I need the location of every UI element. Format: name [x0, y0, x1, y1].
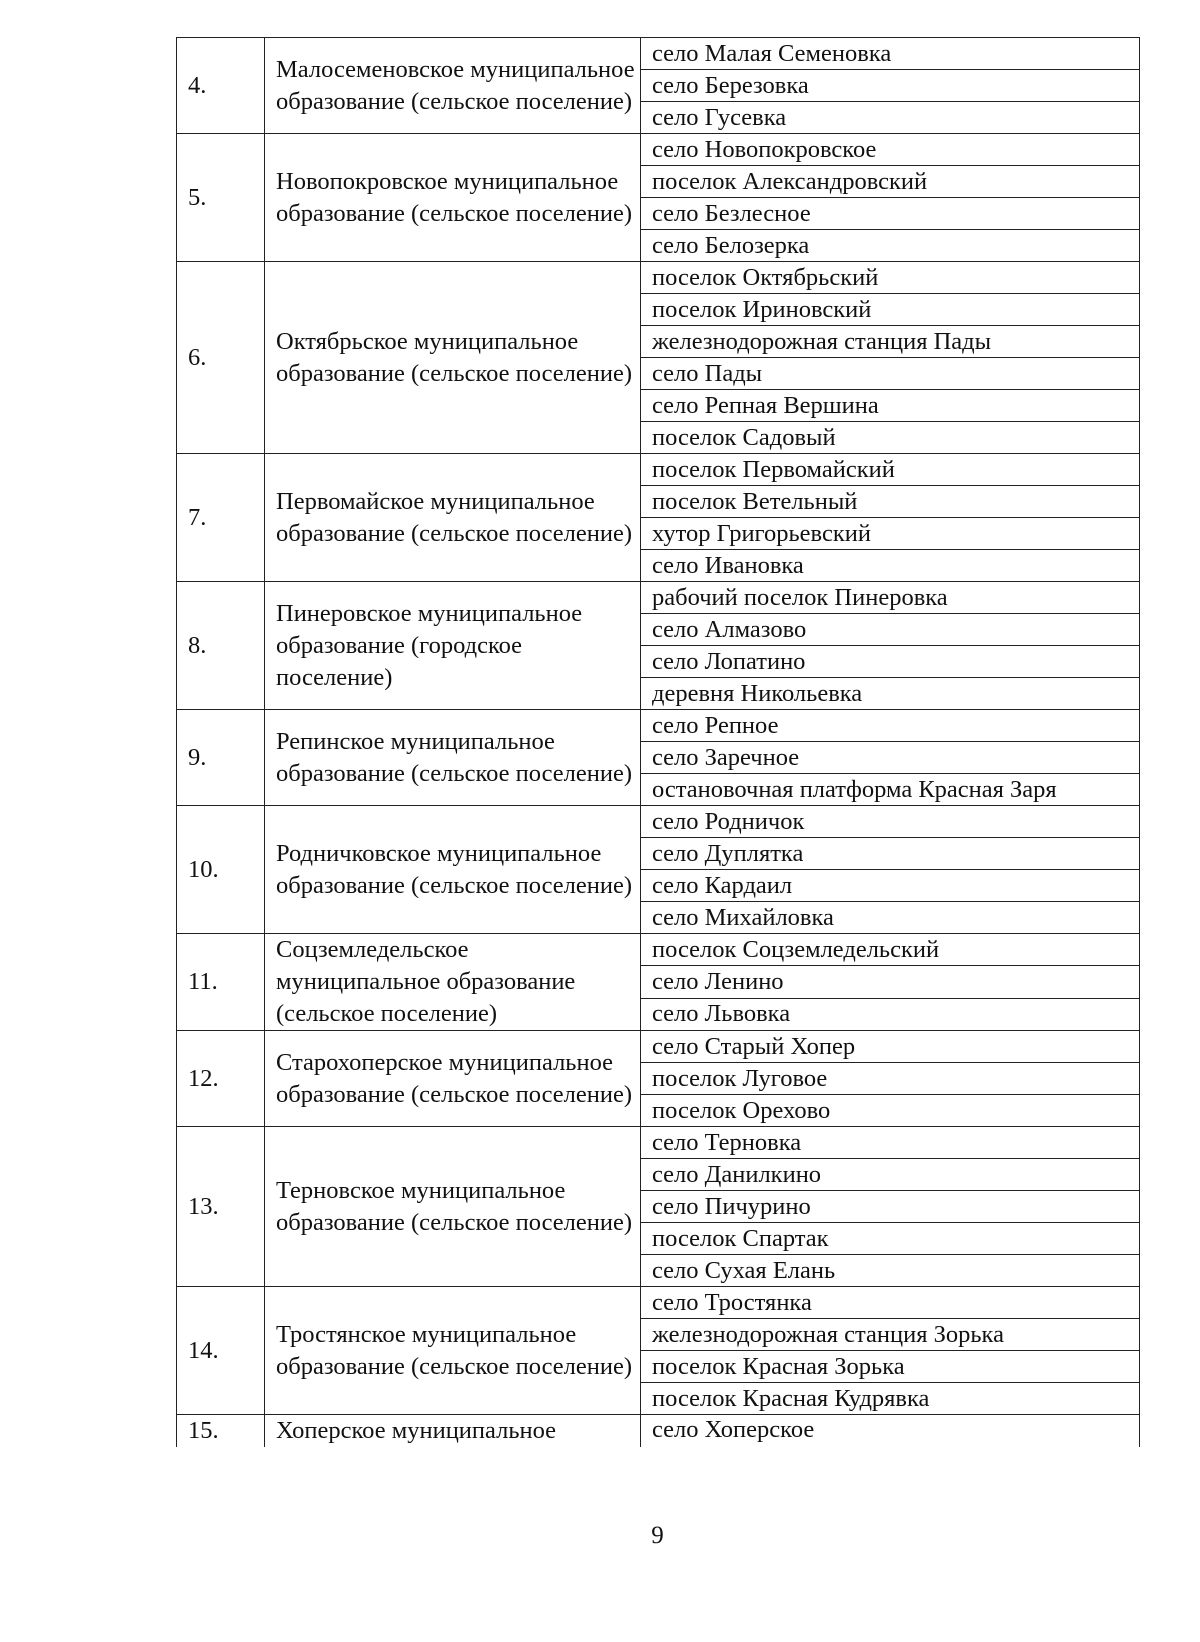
settlement-name: поселок Красная Кудрявка [641, 1383, 1140, 1415]
settlement-name: село Лопатино [641, 646, 1140, 678]
row-number: 9. [177, 710, 265, 806]
settlement-name: поселок Спартак [641, 1223, 1140, 1255]
table-row [177, 582, 1140, 614]
settlement-name: село Терновка [641, 1127, 1140, 1159]
row-number: 10. [177, 806, 265, 934]
row-number: 4. [177, 38, 265, 134]
municipality-name: Октябрьское муниципальное образование (сельское поселение) [265, 262, 641, 454]
row-number: 11. [177, 934, 265, 1031]
settlement-name: село Ивановка [641, 550, 1140, 582]
settlement-name: поселок Первомайский [641, 454, 1140, 486]
settlement-name: железнодорожная станция Пады [641, 326, 1140, 358]
settlement-name: поселок Красная Зорька [641, 1351, 1140, 1383]
settlement-name: село Родничок [641, 806, 1140, 838]
settlement-name: поселок Садовый [641, 422, 1140, 454]
row-number: 8. [177, 582, 265, 710]
table-body [177, 38, 1140, 1448]
settlement-name: деревня Никольевка [641, 678, 1140, 710]
settlement-name: поселок Орехово [641, 1095, 1140, 1127]
row-number: 6. [177, 262, 265, 454]
municipalities-table [176, 37, 1140, 1447]
settlement-name: село Белозерка [641, 230, 1140, 262]
settlement-name: село Заречное [641, 742, 1140, 774]
table-row [177, 262, 1140, 294]
settlement-name: поселок Октябрьский [641, 262, 1140, 294]
municipality-name: Малосеменовское муниципальное образование (сельское поселение) [265, 38, 641, 134]
settlement-name: село Безлесное [641, 198, 1140, 230]
municipality-name: Терновское муниципальное образование (сельское поселение) [265, 1127, 641, 1287]
municipality-name: Пинеровское муниципальное образование (городское поселение) [265, 582, 641, 710]
table-row [177, 710, 1140, 742]
settlement-name: село Михайловка [641, 902, 1140, 934]
table-row [177, 454, 1140, 486]
municipality-name: Хоперское муниципальное [265, 1415, 641, 1448]
settlement-name: село Алмазово [641, 614, 1140, 646]
settlement-name: село Хоперское [641, 1415, 1140, 1448]
settlement-name: железнодорожная станция Зорька [641, 1319, 1140, 1351]
settlement-name: село Львовка [641, 998, 1140, 1030]
settlement-name: село Тростянка [641, 1287, 1140, 1319]
settlement-name: село Новопокровское [641, 134, 1140, 166]
settlement-name: село Дуплятка [641, 838, 1140, 870]
settlement-name: село Гусевка [641, 102, 1140, 134]
municipality-name: Тростянское муниципальное образование (сельское поселение) [265, 1287, 641, 1415]
settlement-name: поселок Ириновский [641, 294, 1140, 326]
settlement-name: село Данилкино [641, 1159, 1140, 1191]
table-row [177, 134, 1140, 166]
settlement-name: поселок Александровский [641, 166, 1140, 198]
settlement-name: село Малая Семеновка [641, 38, 1140, 70]
row-number: 15. [177, 1415, 265, 1448]
table-row [177, 1287, 1140, 1319]
table-row [177, 1127, 1140, 1159]
settlement-name: село Сухая Елань [641, 1255, 1140, 1287]
settlement-name: поселок Ветельный [641, 486, 1140, 518]
settlement-name: село Березовка [641, 70, 1140, 102]
settlement-name: село Репное [641, 710, 1140, 742]
settlement-name: село Репная Вершина [641, 390, 1140, 422]
settlement-name: село Кардаил [641, 870, 1140, 902]
row-number: 12. [177, 1031, 265, 1127]
municipality-name: Соцземледельское муниципальное образование (сельское поселение) [265, 934, 641, 1031]
row-number: 14. [177, 1287, 265, 1415]
municipality-name: Новопокровское муниципальное образование (сельское поселение) [265, 134, 641, 262]
row-number: 5. [177, 134, 265, 262]
table-row [177, 934, 1140, 966]
table-row [177, 1031, 1140, 1063]
settlement-name: село Ленино [641, 966, 1140, 998]
settlement-name: поселок Луговое [641, 1063, 1140, 1095]
page-number: 9 [651, 1522, 664, 1549]
settlement-name: хутор Григорьевский [641, 518, 1140, 550]
row-number: 13. [177, 1127, 265, 1287]
settlement-name: рабочий поселок Пинеровка [641, 582, 1140, 614]
table-row [177, 38, 1140, 70]
settlement-name: село Пады [641, 358, 1140, 390]
municipality-name: Репинское муниципальное образование (сельское поселение) [265, 710, 641, 806]
settlement-name: село Старый Хопер [641, 1031, 1140, 1063]
municipality-name: Старохоперское муниципальное образование (сельское поселение) [265, 1031, 641, 1127]
table-row [177, 1415, 1140, 1448]
municipality-name: Первомайское муниципальное образование (сельское поселение) [265, 454, 641, 582]
settlement-name: поселок Соцземледельский [641, 934, 1140, 966]
row-number: 7. [177, 454, 265, 582]
settlement-name: село Пичурино [641, 1191, 1140, 1223]
table-row [177, 806, 1140, 838]
settlement-name: остановочная платформа Красная Заря [641, 774, 1140, 806]
municipality-name: Родничковское муниципальное образование (сельское поселение) [265, 806, 641, 934]
